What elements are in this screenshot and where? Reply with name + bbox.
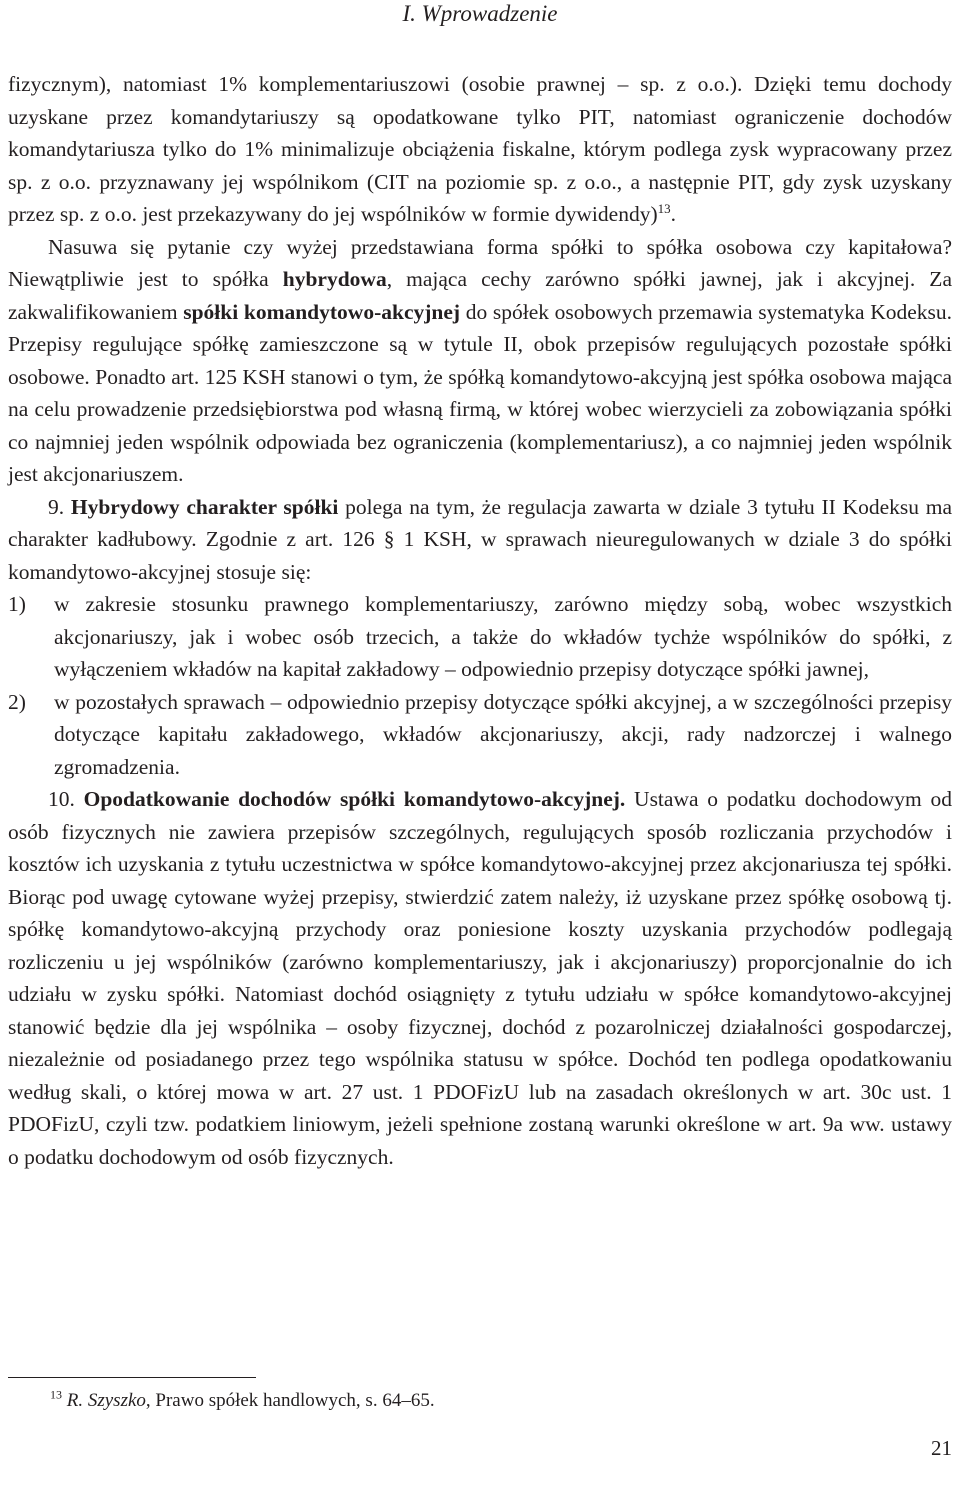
running-header: I. Wprowadzenie [402,1,558,26]
footnote-reference: 13 [657,200,671,216]
bold-term-hybrydowa: hybrydowa [282,267,387,291]
document-page [8,0,952,1495]
footnote-author: R. Szyszko [66,1390,146,1411]
paragraph-10: 10. Opodatkowanie dochodów spółki komandytowo-akcyjnej. Ustawa o podatku dochodowym od osób fizycznych nie zawiera przepisów szczególnych, regulujących sposób rozliczania przychodów i kosztów ich uzyskania z tytułu uczestnictwa w spółce komandytowo-akcyjnej przez akcjonariusza tej spółki. Biorąc pod uwagę cytowane wyżej przepisy, stwierdzić zatem należy, iż uzyskane przez spółkę osobową tj. spółkę komandytowo-akcyjną przychody oraz poniesione koszty uzyskania przychodów podlegają rozliczeniu u jej wspólników (zarówno komplementariuszy, jak i akcjonariuszy) proporcjonalnie do ich udziału w zysku spółki. Natomiast dochód osiągnięty z tytułu udziału w spółce komandytowo-akcyjnej stanowić będzie dla jej wspólnika – osoby fizycznej, dochód z pozarolniczej działalności gospodarczej, niezależnie od posiadanego przez tego wspólnika statusu w spółce. Dochód ten podlega opodatkowaniu według skali, o której mowa w art. 27 ust. 1 PDOFizU lub na zasadach określonych w art. 30c ust. 1 PDOFizU, czyli tzw. podatkiem liniowym, jeżeli spełnione zostaną warunki określone w art. 9a ww. ustawy o podatku dochodowym od osób fizycznych. [8,787,953,1169]
list-item: 2) w pozostałych sprawach – odpowiednio przepisy dotyczące spółki akcyjnej, a w szczególności przepisy dotyczące kapitału zakładowego, wkładów akcjonariuszy, akcji, rady nadzorczej i walnego zgromadzenia. [8,686,952,784]
footnote-divider [8,1377,256,1378]
list-number: 1) [8,592,26,616]
paragraph-number: 10. [48,787,75,811]
paragraph-heading: Hybrydowy charakter spółki [70,494,339,519]
paragraph-continuation: fizycznym), natomiast 1% komplementariuszowi (osobie prawnej – sp. z o.o.). Dzięki temu dochody uzyskane przez komandytariuszy są opodatkowane tylko PIT, natomiast ograniczenie dochodów komandytariusza tylko do 1% minimalizuje obciążenia fiskalne, którym podlega zysk wypracowany przez sp. z o.o. przyznawany jej wspólnikom (CIT na poziomie sp. z o.o., a następnie PIT, gdy zysk uzyskany przez sp. z o.o. jest przekazywany do jej wspólników w formie dywidendy)$^{13}$. [8,72,952,226]
list-number: 2) [8,689,26,714]
bold-term-ska: spółki komandytowo-akcyjnej [183,299,461,324]
provision-list [8,588,952,783]
footnote: $^{13}$ R. Szyszko, Prawo spółek handlowych, s. 64–65. [50,1387,435,1411]
paragraph-hybrid-nature: Nasuwa się pytanie czy wyżej przedstawiana forma spółki to spółka osobowa czy kapitałowa? Niewątpliwie jest to spółka hybrydowa, mająca cechy zarówno spółki jawnej, jak i akcyjnej. Za zakwalifikowaniem spółki komandytowo-akcyjnej do spółek osobowych przemawia systematyka Kodeksu. Przepisy regulujące spółkę zamieszczone są w tytule II, obok przepisów regulujących pozostałe spółki osobowe. Ponadto art. 125 KSH stanowi o tym, że spółką komandytowo-akcyjną jest spółka osobowa mająca na celu prowadzenie przedsiębiorstwa pod własną firmą, w której wobec wierzycieli za zobowiązania spółki co najmniej jeden wspólnik odpowiada bez ograniczenia (komplementariusz), a co najmniej jeden wspólnik jest akcjonariuszem. [8,234,953,486]
paragraph-number: 9. [48,494,65,519]
page-number: 21 [931,1436,952,1460]
footnote-number: 13 [50,1387,62,1402]
list-item: 1) w zakresie stosunku prawnego komplementariuszy, zarówno między sobą, wobec wszystkich akcjonariuszy, jak i wobec osób trzecich, a także do wkładów tychże wspólników do spółki, z wyłączeniem wkładów na kapitał zakładowy – odpowiednio przepisy dotyczące spółki jawnej, [8,588,952,686]
paragraph-9: 9. Hybrydowy charakter spółki polega na tym, że regulacja zawarta w dziale 3 tytułu II Kodeksu ma charakter kadłubowy. Zgodnie z art. 126 § 1 KSH, w sprawach nieuregulowanych w dziale 3 do spółki komandytowo-akcyjnej stosuje się: [8,494,952,584]
body-text [8,68,952,1173]
paragraph-heading: Opodatkowanie dochodów spółki komandytowo-akcyjnej. [83,787,626,811]
